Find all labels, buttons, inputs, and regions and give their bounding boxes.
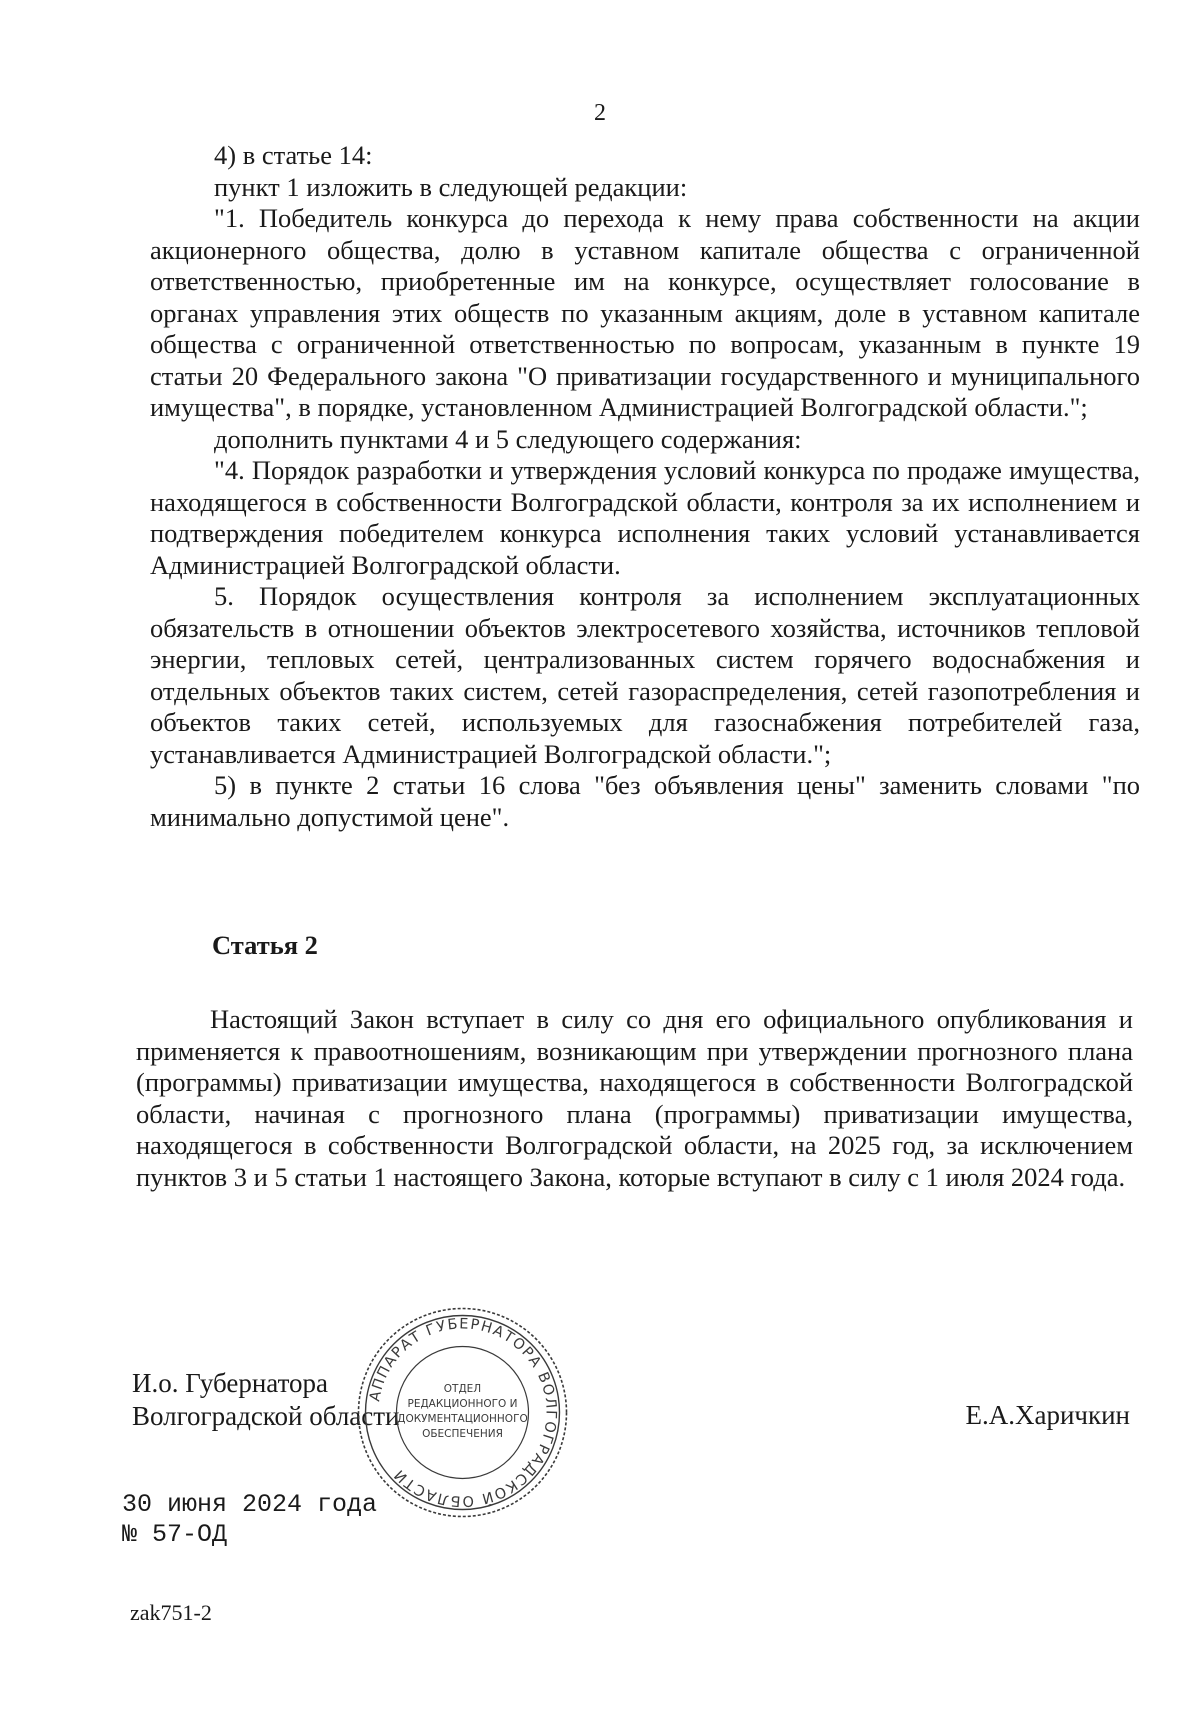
seal-inner-text: ОБЕСПЕЧЕНИЯ bbox=[422, 1428, 503, 1440]
seal-outer-text: АППАРАТ ГУБЕРНАТОРА ВОЛГОГРАДСКОЙ ОБЛАСТИ bbox=[367, 1316, 559, 1509]
law-date: 30 июня 2024 года bbox=[122, 1490, 378, 1519]
article-1-amendments bbox=[150, 140, 1140, 833]
paragraph: 5. Порядок осуществления контроля за исполнением эксплуатационных обязательств в отношении объектов электросетевого хозяйства, источников тепловой энергии, тепловых сетей, централизованных систем горячего водоснабжения и отдельных объектов таких систем, сетей газораспределения, сетей газопотребления и объектов таких сетей, используемых для газоснабжения потребителей газа, устанавливается Администрацией Волгоградской области."; bbox=[150, 581, 1140, 769]
seal-inner-text: РЕДАКЦИОННОГО И bbox=[407, 1398, 518, 1410]
seal-inner-text: ОТДЕЛ bbox=[443, 1383, 482, 1395]
signer-position-line: Волгоградской области bbox=[132, 1401, 400, 1431]
paragraph: 5) в пункте 2 статьи 16 слова "без объявления цены" заменить словами "по минимально допустимой цене". bbox=[150, 770, 1140, 832]
law-number: № 57-ОД bbox=[122, 1520, 228, 1549]
article-2-body bbox=[136, 1004, 1133, 1193]
signer-name: Е.А.Харичкин bbox=[965, 1400, 1130, 1430]
file-code: zak751-2 bbox=[130, 1600, 212, 1625]
seal-inner-text: ДОКУМЕНТАЦИОННОГО bbox=[397, 1413, 528, 1425]
official-seal-stamp bbox=[350, 1300, 575, 1525]
page-number: 2 bbox=[594, 100, 606, 126]
paragraph: "1. Победитель конкурса до перехода к нему права собственности на акции акционерного общества, долю в уставном капитале общества с ограниченной ответственностью, приобретенные им на конкурсе, осуществляет голосование в органах управления этих обществ по указанным акциям, доле в уставном капитале общества с ограниченной ответственностью по вопросам, указанным в пункте 19 статьи 20 Федерального закона "О приватизации государственного и муниципального имущества", в порядке, установленном Администрацией Волгоградской области."; bbox=[150, 203, 1140, 422]
article-2-heading: Статья 2 bbox=[212, 930, 318, 960]
paragraph: "4. Порядок разработки и утверждения условий конкурса по продаже имущества, находящегося в собственности Волгоградской области, контроля за их исполнением и подтверждения победителем конкурса исполнения таких условий устанавливается Администрацией Волгоградской области. bbox=[150, 455, 1140, 580]
law-date-and-number bbox=[122, 1490, 377, 1550]
paragraph: дополнить пунктами 4 и 5 следующего содержания: bbox=[214, 423, 802, 454]
paragraph: Настоящий Закон вступает в силу со дня его официального опубликования и применяется к правоотношениям, возникающим при утверждении прогнозного плана (программы) приватизации имущества, находящегося в собственности Волгоградской области, начиная с прогнозного плана (программы) приватизации имущества, находящегося в собственности Волгоградской области, на 2025 год, за исключением пунктов 3 и 5 статьи 1 настоящего Закона, которые вступают в силу с 1 июля 2024 года. bbox=[136, 1004, 1133, 1192]
paragraph: пункт 1 изложить в следующей редакции: bbox=[214, 171, 688, 202]
paragraph: 4) в статье 14: bbox=[214, 140, 373, 170]
signer-position-line: И.о. Губернатора bbox=[132, 1368, 329, 1398]
